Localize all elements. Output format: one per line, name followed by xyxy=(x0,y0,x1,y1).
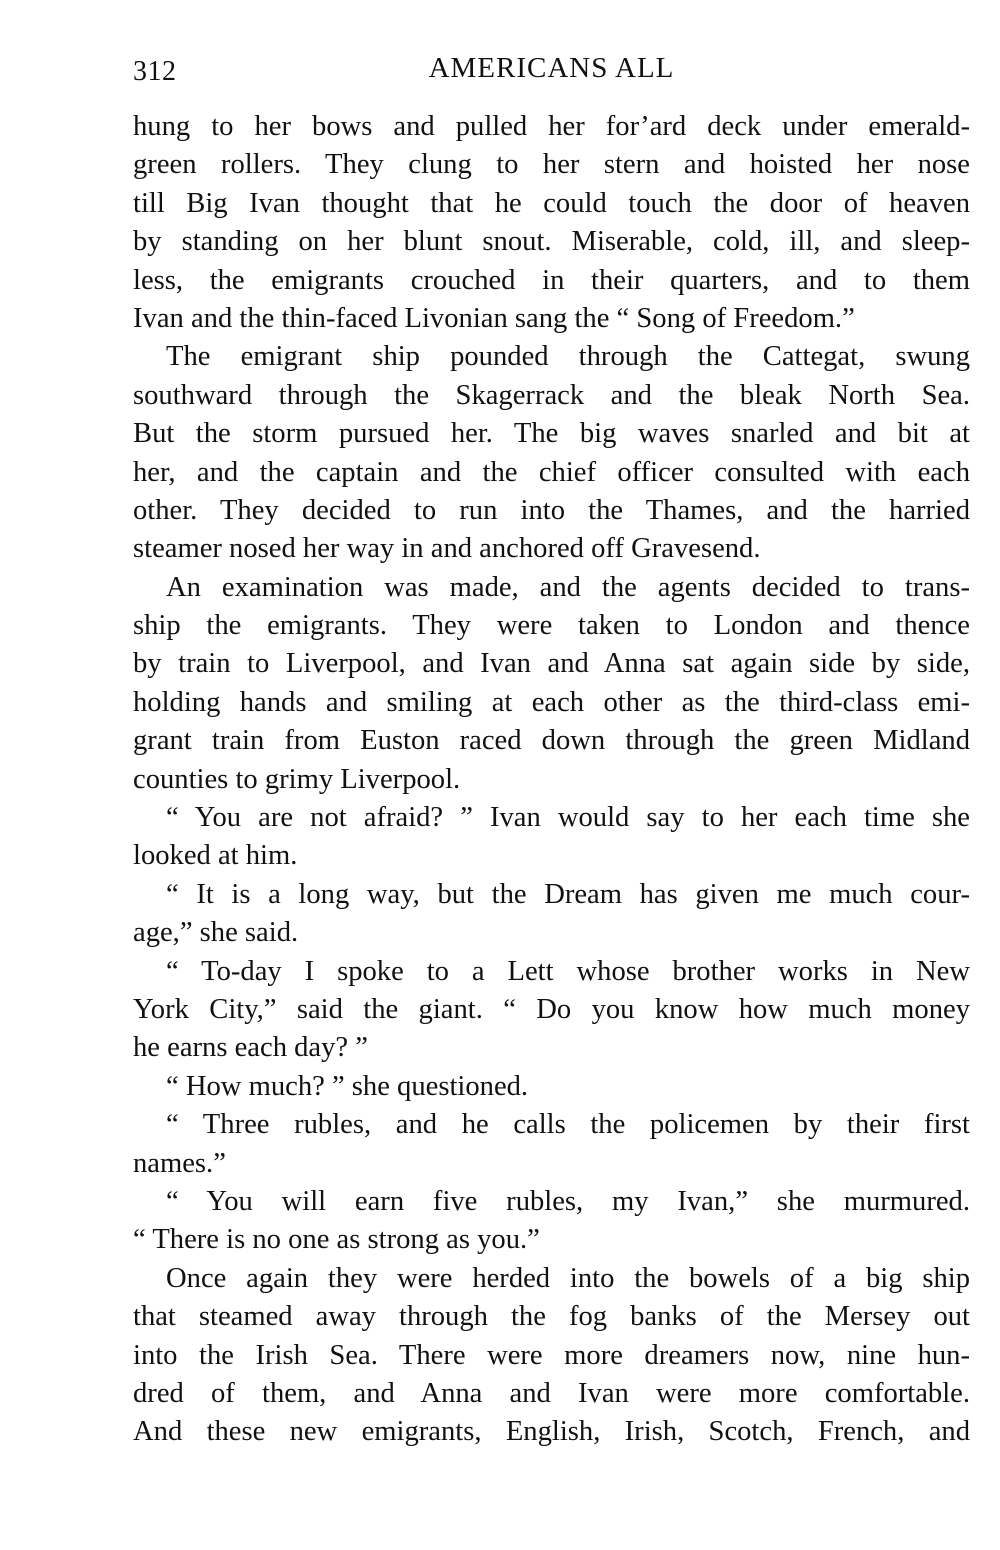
text-line: dred of them, and Anna and Ivan were more comfortable. xyxy=(133,1377,970,1409)
text-line: southward through the Skagerrack and the bleak North Sea. xyxy=(133,379,970,411)
text-line: hung to her bows and pulled her for’ard deck under emerald- xyxy=(133,111,970,142)
text-line: other. They decided to run into the Thames, and the harried xyxy=(133,494,970,526)
text-line: her, and the captain and the chief officer consulted with each xyxy=(133,456,970,488)
text-line: ship the emigrants. They were taken to London and thence xyxy=(133,610,970,642)
page-number: 312 xyxy=(133,56,177,87)
text-line: age,” she said. xyxy=(133,917,299,949)
text-line: grant train from Euston raced down through the green Midland xyxy=(133,725,970,757)
text-line: steamer nosed her way in and anchored off Gravesend. xyxy=(133,533,761,565)
text-line: “ There is no one as strong as you.” xyxy=(133,1224,540,1256)
text-line: An examination was made, and the agents decided to trans- xyxy=(166,571,970,603)
text-line: “ Three rubles, and he calls the policemen by their first xyxy=(166,1109,970,1141)
text-line: “ You will earn five rubles, my Ivan,” she murmured. xyxy=(166,1185,970,1217)
text-line: counties to grimy Liverpool. xyxy=(133,763,461,795)
text-line: Once again they were herded into the bowels of a big ship xyxy=(166,1262,970,1294)
text-line: Ivan and the thin-faced Livonian sang the “ Song of Freedom.” xyxy=(133,302,855,334)
text-line: till Big Ivan thought that he could touch the door of heaven xyxy=(133,187,970,219)
text-line: And these new emigrants, English, Irish, Scotch, French, and xyxy=(133,1416,970,1448)
text-line: holding hands and smiling at each other as the third-class emi- xyxy=(133,686,970,718)
text-line: into the Irish Sea. There were more dreamers now, nine hun- xyxy=(133,1339,970,1371)
text-line: “ It is a long way, but the Dream has given me much cour- xyxy=(166,878,970,910)
body-text xyxy=(133,108,970,1452)
text-line: he earns each day? ” xyxy=(133,1032,368,1064)
text-line: by standing on her blunt snout. Miserable, cold, ill, and sleep- xyxy=(133,226,970,258)
text-line: by train to Liverpool, and Ivan and Anna sat again side by side, xyxy=(133,648,970,680)
text-line: York City,” said the giant. “ Do you know how much money xyxy=(133,993,970,1025)
text-line: But the storm pursued her. The big waves snarled and bit at xyxy=(133,418,970,450)
text-line: “ To-day I spoke to a Lett whose brother works in New xyxy=(166,955,970,987)
text-line: less, the emigrants crouched in their quarters, and to them xyxy=(133,264,970,296)
text-line: The emigrant ship pounded through the Cattegat, swung xyxy=(166,341,970,373)
text-line: “ How much? ” she questioned. xyxy=(166,1070,529,1102)
text-line: looked at him. xyxy=(133,840,298,872)
text-line: “ You are not afraid? ” Ivan would say to her each time she xyxy=(166,802,970,834)
running-head: AMERICANS ALL xyxy=(428,52,675,84)
text-line: names.” xyxy=(133,1147,226,1179)
page-header xyxy=(133,52,970,92)
text-line: green rollers. They clung to her stern and hoisted her nose xyxy=(133,149,970,181)
text-line: that steamed away through the fog banks of the Mersey out xyxy=(133,1301,970,1333)
